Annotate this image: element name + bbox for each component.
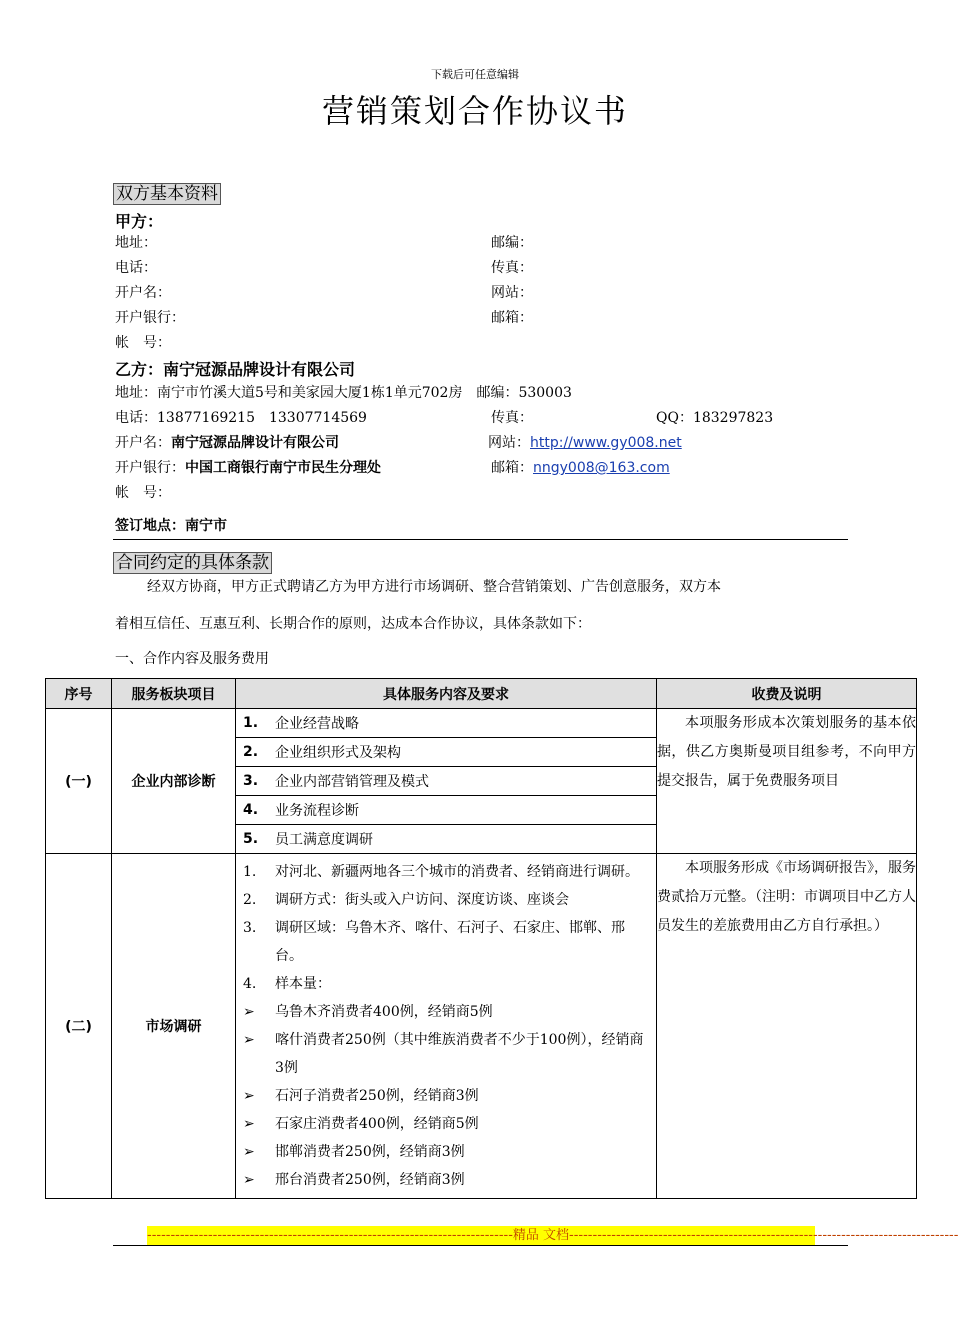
party-b-website-link[interactable]: http://www.gy008.net bbox=[530, 435, 682, 451]
row-number: (二) bbox=[46, 854, 112, 1199]
service-table bbox=[45, 678, 917, 1199]
col-header-module: 服务板块项目 bbox=[112, 679, 236, 709]
list-item bbox=[236, 998, 656, 1026]
footer-label: 精品 文档 bbox=[512, 1228, 570, 1243]
party-b-website-label: 网站： bbox=[488, 435, 530, 451]
document-title: 营销策划合作协议书 bbox=[321, 92, 628, 130]
party-a-account-name: 开户名： bbox=[115, 285, 171, 301]
party-b-bank bbox=[115, 458, 381, 478]
party-b-account-name bbox=[115, 433, 339, 453]
party-a-account-no: 帐 号： bbox=[115, 335, 171, 351]
item-text: 企业组织形式及架构 bbox=[275, 745, 401, 761]
item-number: 1. bbox=[243, 715, 259, 731]
party-a-email: 邮箱： bbox=[491, 310, 533, 326]
col-header-fee: 收费及说明 bbox=[657, 679, 917, 709]
bullet-arrow-icon: ➢ bbox=[243, 1144, 255, 1160]
item-text: 员工满意度调研 bbox=[275, 832, 373, 848]
item-text: 邢台消费者250例，经销商3例 bbox=[275, 1172, 465, 1188]
top-note: 下载后可任意编辑 bbox=[431, 68, 519, 81]
party-b-bank-value: 中国工商银行南宁市民生分理处 bbox=[185, 460, 381, 476]
divider-line bbox=[113, 539, 848, 540]
item-text: 样本量： bbox=[275, 976, 331, 992]
footer-dashes-right: ----------------------------------------------------------------------------------- bbox=[569, 1228, 958, 1243]
party-b-bank-label: 开户银行： bbox=[115, 460, 185, 476]
item-text: 石河子消费者250例，经销商3例 bbox=[275, 1088, 479, 1104]
row-module-name: 市场调研 bbox=[112, 854, 236, 1199]
list-item bbox=[236, 970, 656, 998]
col-header-content: 具体服务内容及要求 bbox=[236, 679, 657, 709]
party-a-website: 网站： bbox=[491, 285, 533, 301]
item-text: 企业经营战略 bbox=[275, 716, 359, 732]
bullet-arrow-icon: ➢ bbox=[243, 1116, 255, 1132]
col-header-number: 序号 bbox=[46, 679, 112, 709]
party-a-address: 地址： bbox=[115, 235, 157, 251]
list-item bbox=[236, 914, 656, 970]
table-header-row bbox=[46, 679, 917, 709]
item-text: 乌鲁木齐消费者400例，经销商5例 bbox=[275, 1004, 493, 1020]
party-b-email-label: 邮箱： bbox=[491, 460, 533, 476]
item-number: 2. bbox=[243, 744, 259, 760]
list-item bbox=[236, 1110, 656, 1138]
row-module-name: 企业内部诊断 bbox=[112, 709, 236, 854]
party-b-account-name-label: 开户名： bbox=[115, 435, 171, 451]
footer-dashes-left: ------------------------------------------------------------------------------ bbox=[147, 1228, 513, 1243]
item-number: 1. bbox=[243, 864, 257, 880]
item-text: 喀什消费者250例（其中维族消费者不少于100例），经销商3例 bbox=[275, 1032, 644, 1076]
list-item bbox=[236, 1026, 656, 1082]
party-b-account-no: 帐 号： bbox=[115, 485, 171, 501]
party-a-label: 甲方： bbox=[115, 212, 164, 231]
bullet-arrow-icon: ➢ bbox=[243, 1032, 255, 1048]
item-number: 4. bbox=[243, 976, 257, 992]
item-text: 调研方式：街头或入户访问、深度访谈、座谈会 bbox=[275, 892, 569, 908]
party-b-address: 地址：南宁市竹溪大道5号和美家园大厦1栋1单元702房 邮编：530003 bbox=[115, 385, 572, 401]
item-number: 5. bbox=[243, 831, 259, 847]
list-item bbox=[236, 709, 656, 738]
party-a-postcode: 邮编： bbox=[491, 235, 533, 251]
item-text: 业务流程诊断 bbox=[275, 803, 359, 819]
item-number: 2. bbox=[243, 892, 257, 908]
item-text: 石家庄消费者400例，经销商5例 bbox=[275, 1116, 479, 1132]
party-b-label: 乙方：南宁冠源品牌设计有限公司 bbox=[115, 360, 356, 379]
section-heading-basic-info: 双方基本资料 bbox=[113, 183, 221, 205]
row-content bbox=[236, 854, 657, 1199]
item-text: 企业内部营销管理及模式 bbox=[275, 774, 429, 790]
footer-divider bbox=[113, 1245, 848, 1246]
party-b-phone: 电话：13877169215 13307714569 bbox=[115, 410, 367, 426]
party-b-qq: QQ：183297823 bbox=[656, 410, 774, 426]
intro-line-2: 着相互信任、互惠互利、长期合作的原则，达成本合作协议，具体条款如下： bbox=[115, 616, 591, 632]
row-content bbox=[236, 709, 657, 854]
party-b-fax: 传真： bbox=[491, 410, 533, 426]
bullet-arrow-icon: ➢ bbox=[243, 1088, 255, 1104]
item-number: 3. bbox=[243, 773, 259, 789]
party-a-fax: 传真： bbox=[491, 260, 533, 276]
list-item bbox=[236, 738, 656, 767]
item-text: 对河北、新疆两地各三个城市的消费者、经销商进行调研。 bbox=[275, 864, 639, 880]
bullet-arrow-icon: ➢ bbox=[243, 1172, 255, 1188]
item-number: 3. bbox=[243, 920, 257, 936]
row-number: (一) bbox=[46, 709, 112, 854]
party-b-website bbox=[488, 433, 682, 453]
party-a-bank: 开户银行： bbox=[115, 310, 185, 326]
list-item bbox=[236, 886, 656, 914]
sign-place: 签订地点：南宁市 bbox=[115, 518, 227, 534]
subheading-cooperation: 一、合作内容及服务费用 bbox=[115, 651, 269, 667]
item-text: 调研区域：乌鲁木齐、喀什、石河子、石家庄、邯郸、邢台。 bbox=[275, 920, 625, 964]
list-item bbox=[236, 858, 656, 886]
party-b-email bbox=[491, 458, 670, 478]
list-item bbox=[236, 796, 656, 825]
party-a-phone: 电话： bbox=[115, 260, 157, 276]
party-b-account-name-value: 南宁冠源品牌设计有限公司 bbox=[171, 435, 339, 451]
list-item bbox=[236, 1082, 656, 1110]
list-item bbox=[236, 825, 656, 853]
row-fee-description: 本项服务形成《市场调研报告》，服务费贰拾万元整。（注明：市调项目中乙方人员发生的差旅费用由乙方自行承担。） bbox=[657, 854, 917, 1199]
intro-line-1: 经双方协商，甲方正式聘请乙方为甲方进行市场调研、整合营销策划、广告创意服务，双方本 bbox=[147, 579, 721, 595]
bullet-arrow-icon: ➢ bbox=[243, 1004, 255, 1020]
section-heading-terms: 合同约定的具体条款 bbox=[113, 552, 272, 574]
footer-banner bbox=[147, 1226, 958, 1245]
item-text: 邯郸消费者250例，经销商3例 bbox=[275, 1144, 465, 1160]
table-row bbox=[46, 854, 917, 1199]
list-item bbox=[236, 1166, 656, 1194]
list-item bbox=[236, 1138, 656, 1166]
table-row bbox=[46, 709, 917, 854]
list-item bbox=[236, 767, 656, 796]
party-b-email-link[interactable]: nngy008@163.com bbox=[533, 460, 670, 476]
item-number: 4. bbox=[243, 802, 259, 818]
row-fee-description: 本项服务形成本次策划服务的基本依据，供乙方奥斯曼项目组参考，不向甲方提交报告，属于免费服务项目 bbox=[657, 709, 917, 854]
